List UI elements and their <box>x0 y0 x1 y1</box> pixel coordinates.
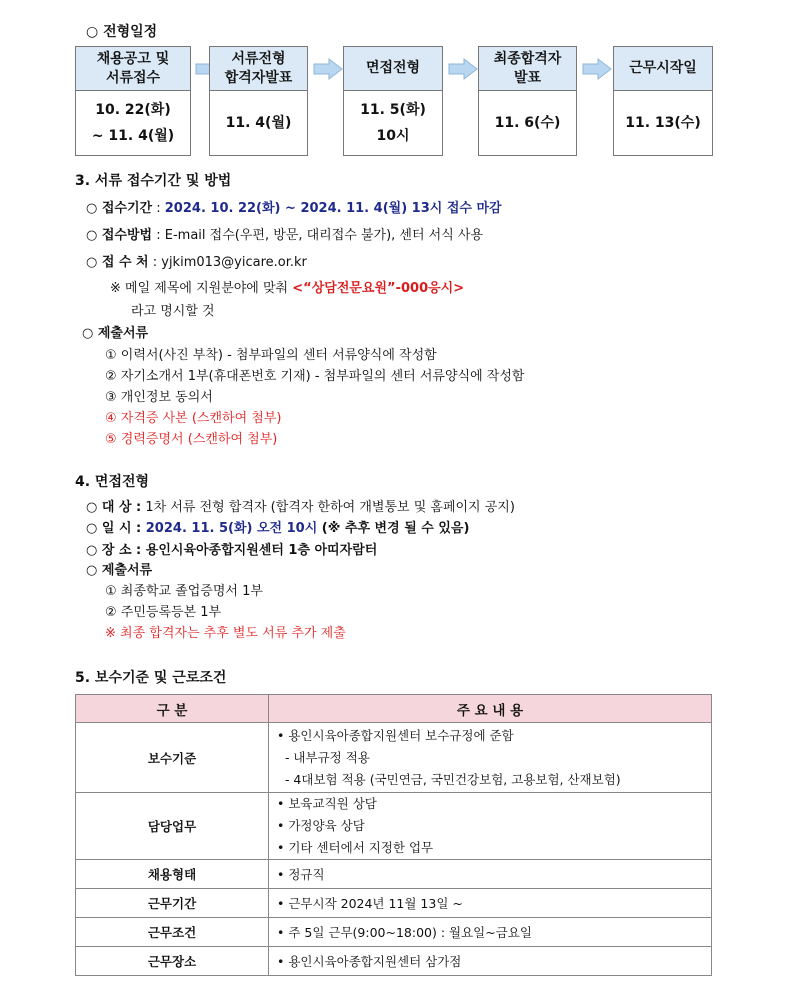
section3-heading: 3. 서류 접수기간 및 방법 <box>75 173 232 189</box>
date-label: ○ 일 시 : <box>86 521 146 536</box>
email-label: ○ 접 수 처 <box>86 255 149 270</box>
row-line: - 내부규정 적용 <box>277 749 370 765</box>
flow-step-date <box>479 91 576 155</box>
doc-item-red: ⑤ 경력증명서 (스캔하여 첨부) <box>105 432 278 447</box>
flow-date-line: 11. 5(화) <box>360 102 426 118</box>
flow-step-head <box>479 47 576 91</box>
section3-docs-label: ○ 제출서류 <box>82 326 149 341</box>
flow-step-final-result <box>478 46 577 156</box>
section4-date-row <box>86 517 469 536</box>
flow-date-line: ~ 11. 4(월) <box>91 128 175 144</box>
flow-label-line: 서류접수 <box>105 69 161 86</box>
flow-step-recruit <box>75 46 191 156</box>
section5-heading: 5. 보수기준 및 근로조건 <box>75 670 227 686</box>
date-value: 2024. 11. 5(화) 오전 10시 <box>145 521 318 536</box>
row-value <box>269 723 712 793</box>
row-value: • 주 5일 근무(9:00~18:00) : 월요일~금요일 <box>269 918 712 947</box>
period-label: ○ 접수기간 <box>86 201 153 216</box>
flow-date-line: 11. 13(수) <box>625 115 701 131</box>
row-label: 담당업무 <box>76 793 269 860</box>
flow-label-line: 발표 <box>513 69 542 86</box>
doc-item-red: ④ 자격증 사본 (스캔하여 첨부) <box>105 411 282 426</box>
row-line: • 용인시육아종합지원센터 보수규정에 준함 <box>277 727 514 743</box>
row-label: 보수기준 <box>76 723 269 793</box>
target-label: ○ 대 상 : <box>86 500 142 515</box>
target-value: 1차 서류 전형 합격자 (합격자 한하여 개별통보 및 홈페이지 공지) <box>141 500 515 515</box>
date-note: (※ 추후 변경 될 수 있음) <box>317 521 470 536</box>
doc-item: ② 자기소개서 1부(휴대폰번호 기재) - 첨부파일의 센터 서류양식에 작성함 <box>105 369 525 384</box>
arrow-right-icon <box>448 58 478 80</box>
flow-step-date <box>344 91 442 155</box>
row-label: 채용형태 <box>76 860 269 889</box>
arrow-right-icon <box>582 58 612 80</box>
note-suffix: 라고 명시할 것 <box>131 304 215 319</box>
section4-heading: 4. 면접전형 <box>75 474 150 490</box>
section3-period-row <box>86 197 502 216</box>
flow-label-line: 합격자발표 <box>224 69 293 86</box>
table-row <box>76 723 712 793</box>
flow-step-head <box>614 47 712 91</box>
flow-step-doc-result <box>209 46 308 156</box>
flow-step-date <box>210 91 307 155</box>
row-label: 근무장소 <box>76 947 269 976</box>
row-value: • 근무시작 2024년 11월 13일 ~ <box>269 889 712 918</box>
section4-target-row <box>86 496 515 515</box>
section3-method-row <box>86 224 483 243</box>
section4-docs-label: ○ 제출서류 <box>86 563 153 578</box>
table-header-row <box>76 695 712 723</box>
place-value: 용인시육아종합지원센터 1층 아띠자람터 <box>145 543 378 558</box>
flow-date-line: 10. 22(화) <box>95 102 171 118</box>
row-line: • 가정양육 상담 <box>277 818 365 833</box>
flow-step-head <box>344 47 442 91</box>
table-row <box>76 889 712 918</box>
row-value: • 정규직 <box>269 860 712 889</box>
method-label: ○ 접수방법 <box>86 228 153 243</box>
flow-label-line: 최종합격자 <box>493 50 562 67</box>
flow-date-line: 11. 4(월) <box>225 115 292 131</box>
flow-label-line: 근무시작일 <box>629 60 697 76</box>
table-row <box>76 918 712 947</box>
row-line: - 4대보험 적용 (국민연금, 국민건강보험, 고용보험, 산재보험) <box>277 771 621 787</box>
flow-step-start-work <box>613 46 713 156</box>
flow-step-head <box>76 47 190 91</box>
section3-note-row <box>110 277 464 296</box>
place-label: ○ 장 소 : <box>86 543 146 558</box>
row-line: • 기타 센터에서 지정한 업무 <box>277 840 434 855</box>
flow-step-date <box>614 91 712 155</box>
email-value: : yjkim013@yicare.or.kr <box>148 255 307 270</box>
flow-step-interview <box>343 46 443 156</box>
period-sep: : <box>152 201 165 216</box>
section3-email-row <box>86 251 307 270</box>
section4-place-row <box>86 539 377 558</box>
flow-label-line: 채용공고 및 <box>96 50 170 67</box>
flow-step-date <box>76 91 190 155</box>
row-label: 근무기간 <box>76 889 269 918</box>
arrow-right-icon <box>313 58 343 80</box>
row-value: • 용인시육아종합지원센터 삼가점 <box>269 947 712 976</box>
note-prefix: ※ 메일 제목에 지원분야에 맞춰 <box>110 281 293 296</box>
flow-label-line: 서류전형 <box>231 50 286 67</box>
row-line: • 보육교직원 상담 <box>277 796 377 811</box>
final-note-red: ※ 최종 합격자는 추후 별도 서류 추가 제출 <box>105 626 346 641</box>
doc-item: ③ 개인정보 동의서 <box>105 390 213 405</box>
conditions-table <box>75 694 712 976</box>
note-highlight: <“상담전문요원”-000응시> <box>292 281 465 296</box>
doc-item: ① 최종학교 졸업증명서 1부 <box>105 584 263 599</box>
flow-date-line: 10시 <box>376 128 410 144</box>
table-row <box>76 947 712 976</box>
header-content: 주 요 내 용 <box>269 695 712 723</box>
table-row <box>76 860 712 889</box>
row-value <box>269 793 712 860</box>
schedule-title: ○ 전형일정 <box>86 24 158 40</box>
method-value: : E-mail 접수(우편, 방문, 대리접수 불가), 센터 서식 사용 <box>152 228 484 243</box>
table-row <box>76 793 712 860</box>
doc-item: ① 이력서(사진 부착) - 첨부파일의 센터 서류양식에 작성함 <box>105 348 437 363</box>
flow-step-head <box>210 47 307 91</box>
header-category: 구 분 <box>76 695 269 723</box>
period-value: 2024. 10. 22(화) ~ 2024. 11. 4(월) 13시 접수 마감 <box>164 201 502 216</box>
doc-item: ② 주민등록등본 1부 <box>105 605 222 620</box>
row-label: 근무조건 <box>76 918 269 947</box>
flow-label-line: 면접전형 <box>365 60 421 76</box>
flow-date-line: 11. 6(수) <box>494 115 561 131</box>
